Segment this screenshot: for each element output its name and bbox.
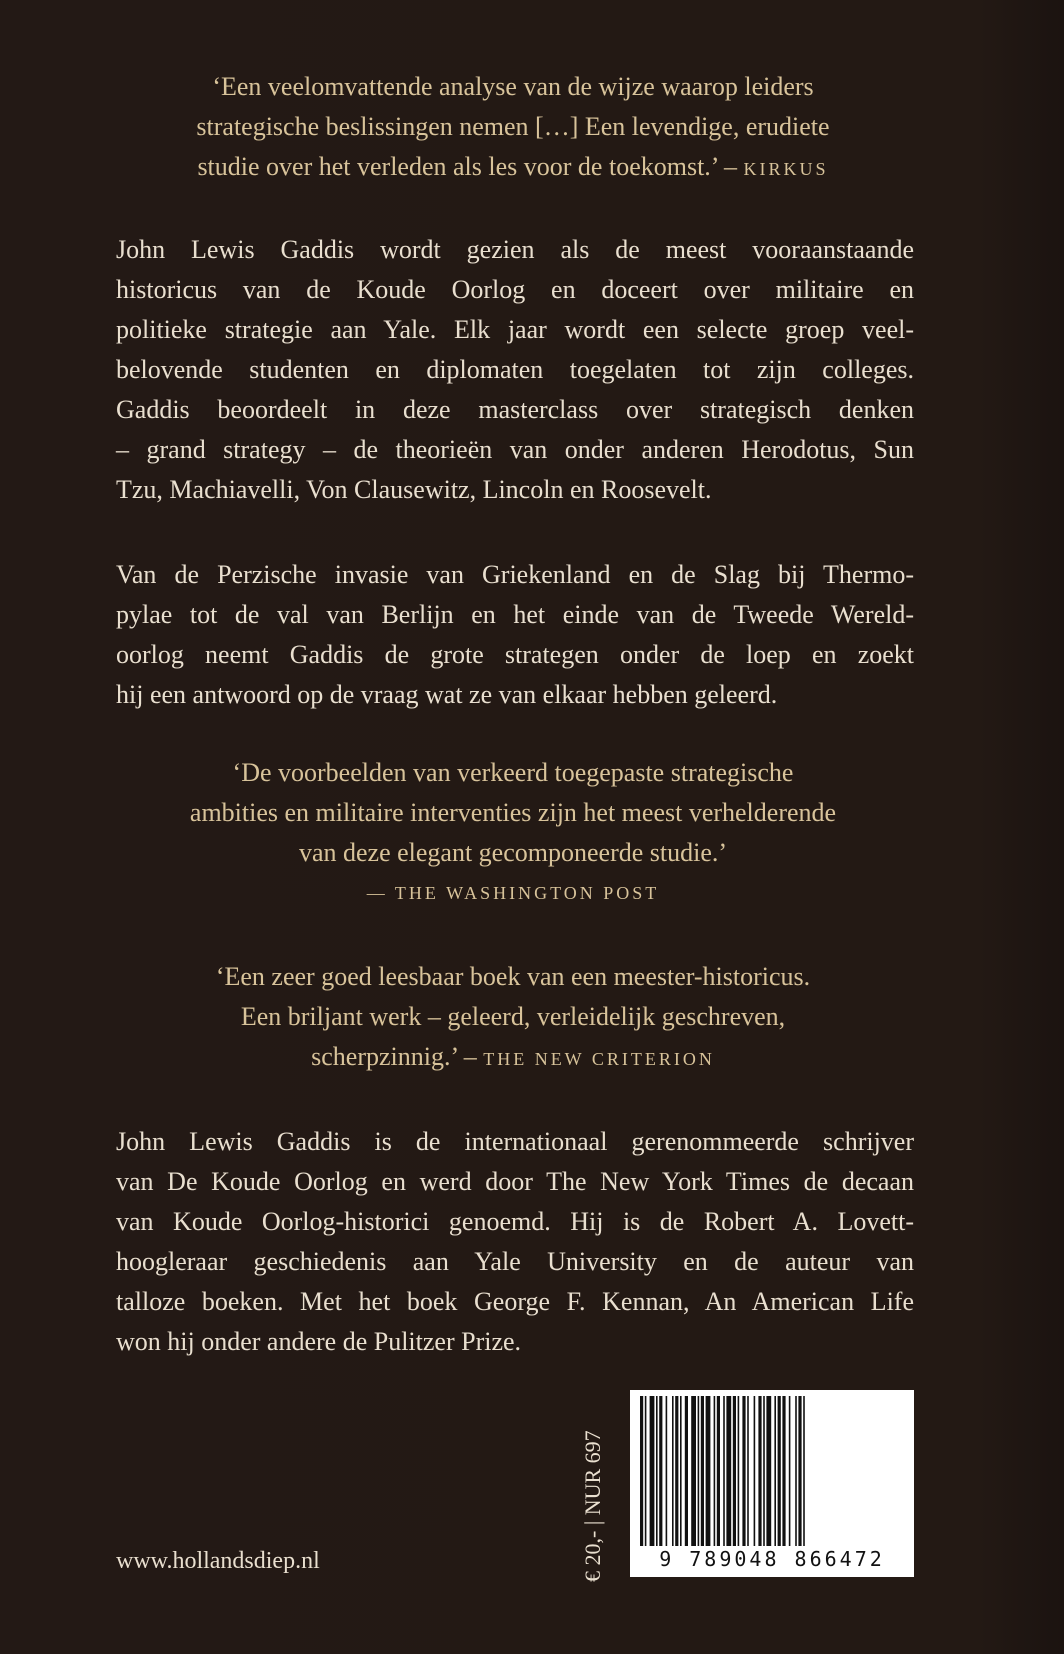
barcode-bar [766, 1396, 771, 1546]
barcode-bars [638, 1396, 906, 1546]
barcode-bar [706, 1396, 711, 1546]
quote-new-criterion [110, 957, 916, 1079]
barcode-bar [726, 1396, 731, 1546]
barcode-bar [672, 1396, 674, 1546]
barcode-bar [798, 1396, 801, 1546]
text-line: Gaddis beoordeelt in deze masterclass over strategisch denken [116, 395, 914, 424]
barcode-bar [717, 1396, 720, 1546]
quote-kirkus [110, 67, 916, 189]
text-line: Van de Perzische invasie van Griekenland en de Slag bij Thermo- [116, 560, 914, 589]
text-line: van De Koude Oorlog en werd door The New York Times de decaan [116, 1167, 914, 1196]
quote-source: — THE WASHINGTON POST [366, 883, 660, 903]
text-line: Tzu, Machiavelli, Von Clausewitz, Lincoln en Roosevelt. [116, 475, 712, 504]
isbn-number: 9 789048 866472 [638, 1547, 906, 1571]
description-paragraph-2 [116, 555, 914, 715]
barcode-bar [666, 1396, 668, 1546]
barcode-bar [733, 1396, 736, 1546]
quote-source: KIRKUS [743, 159, 829, 179]
text-line: talloze boeken. Met het boek George F. Kennan, An American Life [116, 1287, 914, 1316]
text-line: – grand strategy – de theorieën van onder anderen Herodotus, Sun [116, 435, 914, 464]
barcode-bar [685, 1396, 688, 1546]
author-bio-paragraph [116, 1122, 914, 1362]
barcode-bar [803, 1396, 805, 1546]
text-line: van Koude Oorlog-historici genoemd. Hij is de Robert A. Lovett- [116, 1207, 914, 1236]
barcode-bar [701, 1396, 704, 1546]
barcode-bar [747, 1396, 749, 1546]
quote-line: ‘Een veelomvattende analyse van de wijze waarop leiders [212, 72, 814, 101]
text-line: John Lewis Gaddis wordt gezien als de meest vooraanstaande [116, 235, 914, 264]
barcode-bar [723, 1396, 725, 1546]
barcode-bar [675, 1396, 678, 1546]
text-line: politieke strategie aan Yale. Elk jaar wordt een selecte groep veel- [116, 315, 914, 344]
price-nur-label: € 20,- | NUR 697 [580, 1430, 605, 1582]
barcode-bar [789, 1396, 791, 1546]
barcode-bar [742, 1396, 745, 1546]
text-line: won hij onder andere de Pulitzer Prize. [116, 1327, 522, 1356]
publisher-website: www.hollandsdiep.nl [116, 1548, 320, 1574]
isbn-barcode [630, 1390, 914, 1577]
text-line: pylae tot de val van Berlijn en het einde van de Tweede Wereld- [116, 600, 914, 629]
barcode-bar [659, 1396, 662, 1546]
barcode-bar [650, 1396, 655, 1546]
barcode-bar [763, 1396, 765, 1546]
quote-line: van deze elegant gecomponeerde studie.’ [298, 838, 728, 867]
quote-line: Een briljant werk – geleerd, verleidelijk geschreven, [240, 1002, 786, 1031]
text-line: John Lewis Gaddis is de internationaal gerenommeerde schrijver [116, 1127, 914, 1156]
barcode-bar [795, 1396, 797, 1546]
barcode-bar [680, 1396, 682, 1546]
quote-line: ‘De voorbeelden van verkeerd toegepaste strategische [232, 758, 794, 787]
barcode-bar [645, 1396, 647, 1546]
barcode-bar [782, 1396, 785, 1546]
text-line: belovende studenten en diplomaten toegelaten tot zijn colleges. [116, 355, 914, 384]
quote-line: strategische beslissingen nemen […] Een levendige, erudiete [196, 112, 830, 141]
text-line: historicus van de Koude Oorlog en doceert over militaire en [116, 275, 914, 304]
quote-source: THE NEW CRITERION [483, 1049, 715, 1069]
quote-line: ‘Een zeer goed leesbaar boek van een meester-historicus. [215, 962, 811, 991]
barcode-bar [714, 1396, 716, 1546]
barcode-bar [691, 1396, 696, 1546]
barcode-bar [698, 1396, 700, 1546]
quote-line: ambities en militaire interventies zijn het meest verhelderende [189, 798, 837, 827]
barcode-bar [738, 1396, 740, 1546]
barcode-bar [778, 1396, 781, 1546]
text-line: hoogleraar geschiedenis aan Yale University en de auteur van [116, 1247, 914, 1276]
text-line: hij een antwoord op de vraag wat ze van elkaar hebben geleerd. [116, 680, 778, 709]
text-line: oorlog neemt Gaddis de grote strategen onder de loep en zoekt [116, 640, 914, 669]
barcode-bar [640, 1396, 643, 1546]
quote-line: scherpzinnig.’ – [311, 1042, 484, 1071]
quote-washington-post [110, 753, 916, 913]
barcode-bar [774, 1396, 776, 1546]
quote-line: studie over het verleden als les voor de toekomst.’ – [197, 152, 744, 181]
description-paragraph-1 [116, 230, 914, 510]
barcode-bar [754, 1396, 756, 1546]
barcode-bar [758, 1396, 761, 1546]
barcode-bar [656, 1396, 658, 1546]
